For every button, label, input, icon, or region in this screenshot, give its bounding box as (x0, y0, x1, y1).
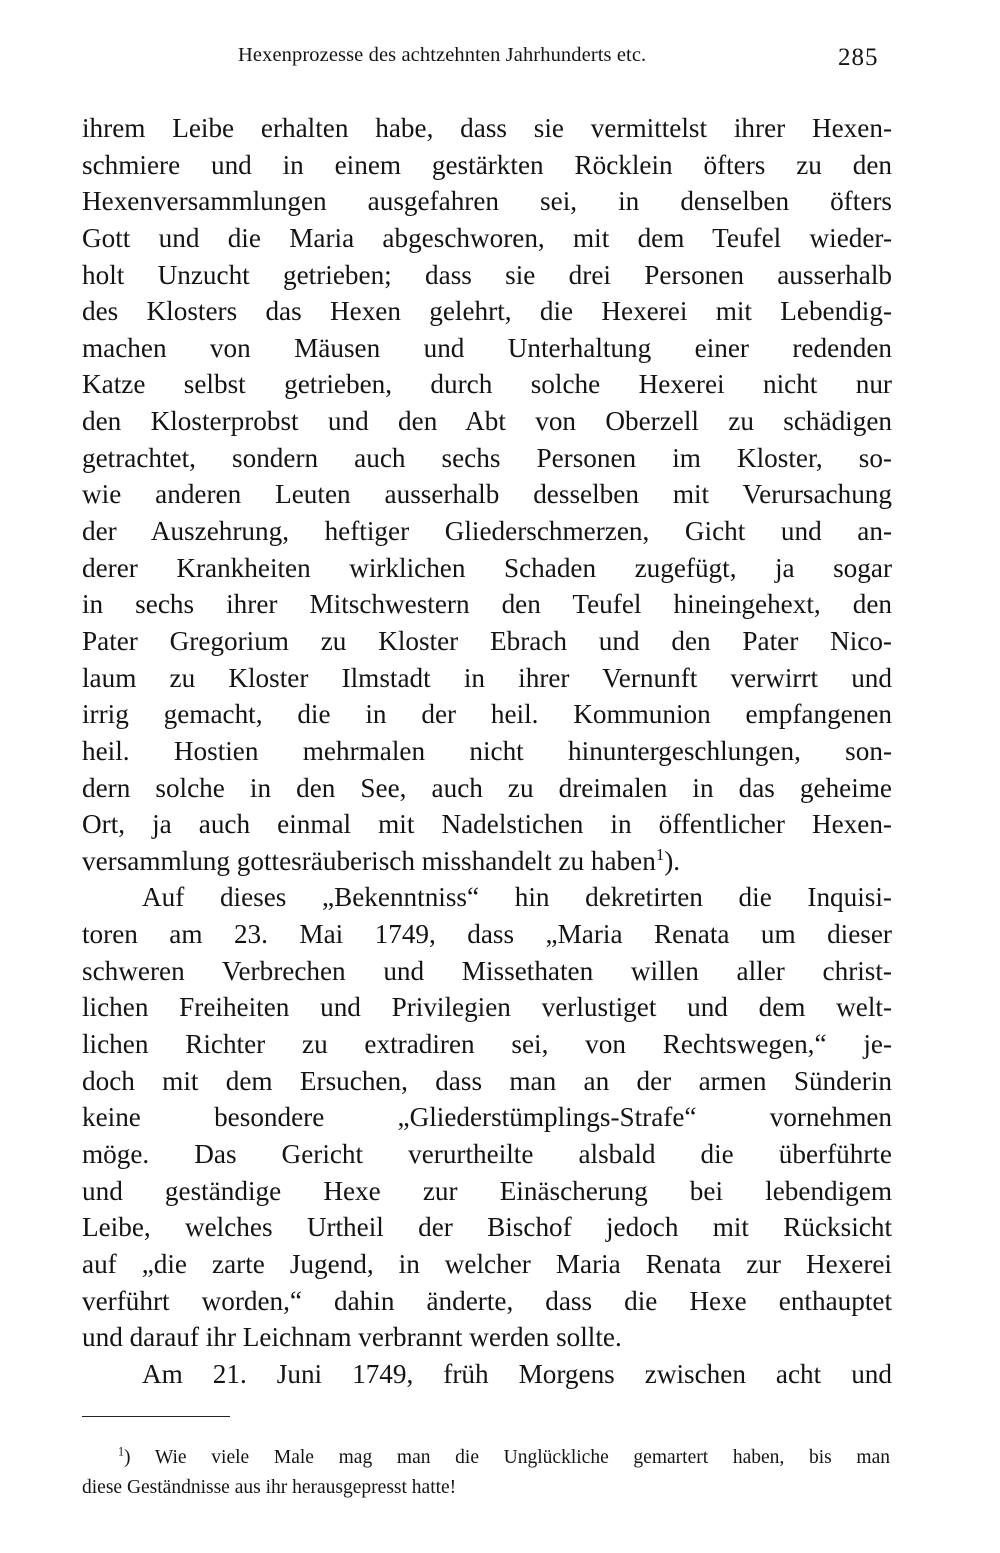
text-line: machen von Mäusen und Unterhaltung einer redenden (82, 332, 892, 363)
main-text (82, 110, 892, 1392)
footnote-line (82, 1443, 890, 1473)
running-title: Hexenprozesse des achtzehnten Jahrhunderts etc. (238, 44, 647, 66)
text-line (82, 843, 892, 880)
text-line: ihrem Leibe erhalten habe, dass sie vermittelst ihrer Hexen- (82, 113, 892, 143)
text-line: möge. Das Gericht verurtheilte alsbald die überführte (82, 1138, 892, 1169)
page-number: 285 (838, 44, 879, 71)
text-line: Leibe, welches Urtheil der Bischof jedoch mit Rücksicht (82, 1212, 892, 1243)
footnote-reference-tail: ). (664, 845, 681, 876)
footnote-reference: 1 (655, 844, 665, 864)
text-line: Hexenversammlungen ausgefahren sei, in denselben öfters (82, 186, 892, 217)
text-line: lichen Richter zu extradiren sei, von Rechtswegen,“ je- (82, 1029, 892, 1060)
text-line: heil. Hostien mehrmalen nicht hinuntergeschlungen, son- (82, 735, 892, 766)
footnote-marker: 1 (118, 1444, 125, 1459)
text-line: und geständige Hexe zur Einäscherung bei lebendigem (82, 1175, 892, 1206)
text-line: auf „die zarte Jugend, in welcher Maria Renata zur Hexerei (82, 1248, 892, 1279)
text-line: holt Unzucht getrieben; dass sie drei Personen ausserhalb (82, 259, 892, 290)
text-line: toren am 23. Mai 1749, dass „Maria Renata um dieser (82, 919, 892, 950)
text-line: dern solche in den See, auch zu dreimalen in das geheime (82, 772, 892, 803)
text-line: Auf dieses „Bekenntniss“ hin dekretirten die Inquisi- (142, 882, 892, 913)
text-line: schmiere und in einem gestärkten Röcklein öfters zu den (82, 149, 892, 180)
text-line: in sechs ihrer Mitschwestern den Teufel hineingehext, den (82, 589, 892, 620)
text-line: lichen Freiheiten und Privilegien verlustiget und dem welt- (82, 992, 892, 1023)
text-line: keine besondere „Gliederstümplings-Strafe“ vornehmen (82, 1102, 892, 1133)
footnotes (82, 1443, 890, 1503)
text-line: und darauf ihr Leichnam verbrannt werden sollte. (82, 1322, 622, 1353)
text-line: schweren Verbrechen und Missethaten willen aller christ- (82, 955, 892, 986)
footnote-text: Wie viele Male mag man die Unglückliche gemartert haben, bis man (154, 1447, 890, 1468)
text-line: doch mit dem Ersuchen, dass man an der armen Sünderin (82, 1065, 892, 1096)
text-line: derer Krankheiten wirklichen Schaden zugefügt, ja sogar (82, 552, 892, 583)
footnote-line: diese Geständnisse aus ihr herausgepresst hatte! (82, 1477, 457, 1498)
text-line: Katze selbst getrieben, durch solche Hexerei nicht nur (82, 369, 892, 400)
text-line: Am 21. Juni 1749, früh Morgens zwischen acht und (142, 1358, 892, 1389)
text-line: laum zu Kloster Ilmstadt in ihrer Vernunft verwirrt und (82, 662, 892, 693)
text-line: irrig gemacht, die in der heil. Kommunion empfangenen (82, 699, 892, 730)
footnote-separator (82, 1416, 230, 1417)
text-line: des Klosters das Hexen gelehrt, die Hexerei mit Lebendig- (82, 296, 892, 327)
text-line: der Auszehrung, heftiger Gliederschmerzen, Gicht und an- (82, 516, 892, 547)
footnote-marker-paren: ) (124, 1447, 131, 1468)
text-line: Pater Gregorium zu Kloster Ebrach und den Pater Nico- (82, 625, 892, 656)
text-line: getrachtet, sondern auch sechs Personen im Kloster, so- (82, 442, 892, 473)
text-line: verführt worden,“ dahin änderte, dass die Hexe enthauptet (82, 1285, 892, 1316)
text-line: Ort, ja auch einmal mit Nadelstichen in öffentlicher Hexen- (82, 809, 892, 840)
text-line-content: versammlung gottesräuberisch misshandelt zu haben (82, 845, 656, 876)
text-line: den Klosterprobst und den Abt von Oberzell zu schädigen (82, 406, 892, 437)
text-line: wie anderen Leuten ausserhalb desselben mit Verursachung (82, 479, 892, 510)
text-line: Gott und die Maria abgeschworen, mit dem Teufel wieder- (82, 222, 892, 253)
